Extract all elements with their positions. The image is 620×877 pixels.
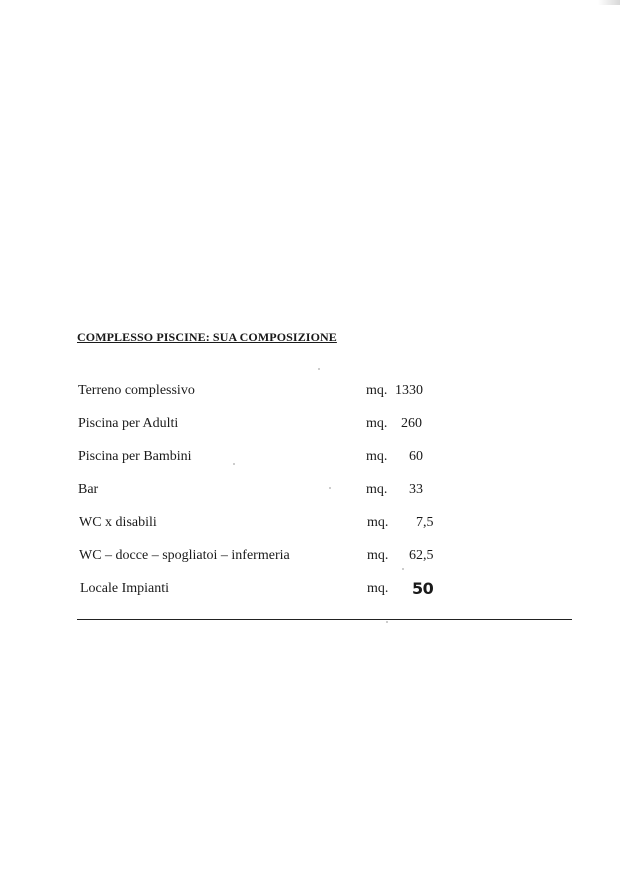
item-unit: mq. — [366, 383, 388, 398]
item-label: Piscina per Adulti — [78, 416, 179, 431]
item-value: 260 — [401, 416, 422, 431]
item-value: 60 — [409, 449, 423, 464]
scan-speck — [233, 463, 235, 465]
document-title: COMPLESSO PISCINE: SUA COMPOSIZIONE — [77, 330, 337, 344]
list-item-terreno — [0, 383, 620, 405]
item-unit: mq. — [366, 416, 388, 431]
item-value: 62,5 — [409, 548, 434, 563]
list-item-bar — [0, 482, 620, 504]
list-item-wc-disabili — [0, 515, 620, 537]
item-unit: mq. — [366, 449, 388, 464]
item-value-handwritten: 50 — [412, 579, 434, 598]
scan-speck — [386, 621, 388, 623]
item-label: Locale Impianti — [80, 581, 170, 596]
item-unit: mq. — [367, 515, 389, 530]
scan-speck — [329, 487, 331, 489]
item-unit: mq. — [367, 548, 389, 563]
item-label: Bar — [78, 482, 99, 497]
item-value: 33 — [409, 482, 423, 497]
item-value: 1330 — [395, 383, 423, 398]
list-item-locale-impianti — [0, 581, 620, 603]
scan-speck — [402, 568, 404, 570]
list-item-piscina-bambini — [0, 449, 620, 471]
item-label: Piscina per Bambini — [78, 449, 192, 464]
list-item-piscina-adulti — [0, 416, 620, 438]
item-label: WC – docce – spogliatoi – infermeria — [79, 548, 290, 563]
item-label: WC x disabili — [79, 515, 157, 530]
list-item-wc-docce — [0, 548, 620, 570]
item-unit: mq. — [367, 581, 389, 596]
item-value: 7,5 — [416, 515, 434, 530]
scan-speck — [318, 368, 320, 370]
scan-corner-mark — [598, 0, 620, 5]
item-label: Terreno complessivo — [78, 383, 195, 398]
item-unit: mq. — [366, 482, 388, 497]
bottom-divider — [77, 619, 572, 620]
